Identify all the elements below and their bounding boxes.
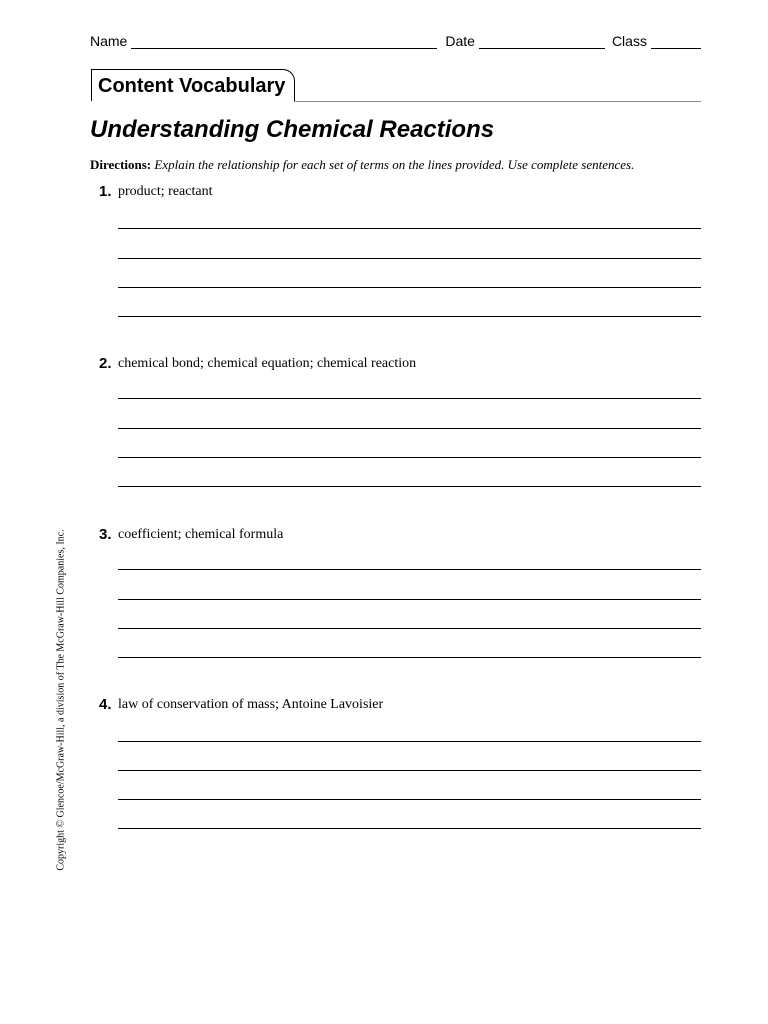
question-number: 1. <box>99 183 112 200</box>
answer-line[interactable] <box>118 287 701 288</box>
question-number: 3. <box>99 526 112 543</box>
question-text: product; reactant <box>118 184 213 199</box>
answer-line[interactable] <box>118 316 701 317</box>
student-info-header <box>90 31 701 49</box>
section-tab-box <box>91 69 295 101</box>
answer-line[interactable] <box>118 599 701 600</box>
section-tab-label: Content Vocabulary <box>98 75 286 97</box>
answer-line[interactable] <box>118 657 701 658</box>
name-blank[interactable] <box>131 34 437 49</box>
class-label: Class <box>611 33 647 49</box>
section-divider <box>294 101 701 102</box>
question-text: law of conservation of mass; Antoine Lavoisier <box>118 697 384 712</box>
directions-text: Explain the relationship for each set of terms on the lines provided. Use complete sentences. <box>154 157 635 172</box>
name-label: Name <box>90 33 128 49</box>
question-number: 2. <box>99 355 112 372</box>
answer-line[interactable] <box>118 569 701 570</box>
answer-line[interactable] <box>118 486 701 487</box>
answer-line[interactable] <box>118 628 701 629</box>
directions <box>90 157 634 173</box>
answer-line[interactable] <box>118 741 701 742</box>
section-tab <box>90 69 701 103</box>
directions-label: Directions: <box>90 157 152 172</box>
question-number: 4. <box>99 696 112 713</box>
answer-line[interactable] <box>118 799 701 800</box>
class-blank[interactable] <box>651 34 701 49</box>
answer-line[interactable] <box>118 828 701 829</box>
answer-line[interactable] <box>118 258 701 259</box>
page-title: Understanding Chemical Reactions <box>90 116 495 143</box>
answer-line[interactable] <box>118 457 701 458</box>
answer-line[interactable] <box>118 228 701 229</box>
date-label: Date <box>445 33 475 49</box>
question-text: coefficient; chemical formula <box>118 527 284 542</box>
date-blank[interactable] <box>479 34 605 49</box>
answer-line[interactable] <box>118 428 701 429</box>
answer-line[interactable] <box>118 398 701 399</box>
answer-line[interactable] <box>118 770 701 771</box>
question-text: chemical bond; chemical equation; chemical reaction <box>118 356 417 371</box>
copyright-notice: Copyright © Glencoe/McGraw-Hill, a division of The McGraw-Hill Companies, Inc. <box>55 529 67 871</box>
